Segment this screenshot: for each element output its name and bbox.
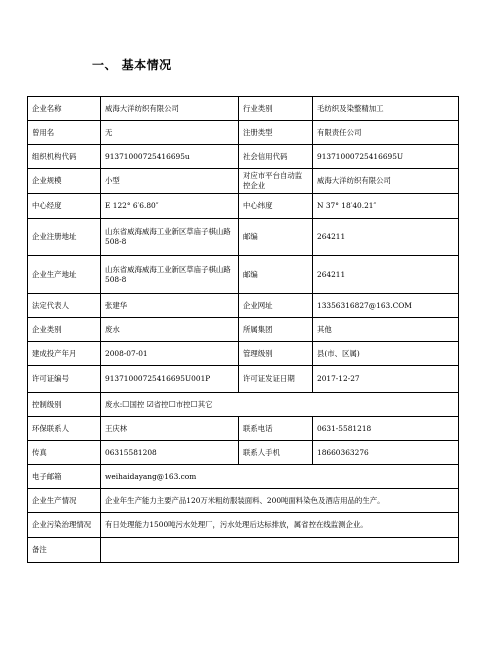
table-row xyxy=(28,169,459,194)
field-value: 06315581208 xyxy=(101,441,239,465)
field-value: 264211 xyxy=(313,256,459,294)
table-row xyxy=(28,342,459,366)
checkbox-icon: ☐ xyxy=(168,399,176,409)
field-label: 所属集团 xyxy=(239,318,313,342)
table-row xyxy=(28,219,459,256)
field-value: 威海大洋纺织有限公司 xyxy=(101,97,239,121)
remark-value xyxy=(101,538,459,563)
table-row xyxy=(28,97,459,121)
checkbox-label: 其它 xyxy=(197,399,213,409)
table-row xyxy=(28,256,459,294)
table-row xyxy=(28,318,459,342)
field-value: 264211 xyxy=(313,219,459,256)
field-label: 管理级别 xyxy=(239,342,313,366)
checkbox-label: 国控 xyxy=(129,399,145,409)
table-row xyxy=(28,513,459,538)
table-row xyxy=(28,465,459,489)
field-label: 对应市平台自动监控企业 xyxy=(239,169,313,194)
field-label: 联系人手机 xyxy=(239,441,313,465)
field-value: N 37° 18′40.21″ xyxy=(313,194,459,219)
basic-info-table xyxy=(27,96,459,563)
field-label: 企业规模 xyxy=(28,169,101,194)
field-value: 威海大洋纺织有限公司 xyxy=(313,169,459,194)
field-value: 县(市、区属) xyxy=(313,342,459,366)
pollution-value: 有日处理能力1500吨污水处理厂，污水处理后达标排放，属省控在线监测企业。 xyxy=(101,513,459,538)
control-level-value xyxy=(101,393,459,417)
field-label: 曾用名 xyxy=(28,121,101,145)
control-prefix: 废水: xyxy=(105,399,123,409)
checkbox-icon: ☐ xyxy=(190,399,198,409)
field-label: 邮编 xyxy=(239,219,313,256)
field-label: 企业生产情况 xyxy=(28,489,101,513)
field-value: 小型 xyxy=(101,169,239,194)
field-value: 2017-12-27 xyxy=(313,366,459,393)
table-row xyxy=(28,417,459,441)
field-label: 环保联系人 xyxy=(28,417,101,441)
field-value: 张建华 xyxy=(101,294,239,318)
checkbox-checked-icon: ☑ xyxy=(146,399,154,409)
field-label: 中心经度 xyxy=(28,194,101,219)
field-value: 山东省威海威海工业新区草庙子棋山路508-8 xyxy=(101,256,239,294)
field-value: 91371000725416695u xyxy=(101,145,239,169)
field-label: 企业注册地址 xyxy=(28,219,101,256)
table-row xyxy=(28,538,459,563)
field-label: 行业类别 xyxy=(239,97,313,121)
field-value: 毛纺织及染整精加工 xyxy=(313,97,459,121)
field-label: 中心纬度 xyxy=(239,194,313,219)
field-label: 许可证发证日期 xyxy=(239,366,313,393)
field-value: 0631-5581218 xyxy=(313,417,459,441)
field-value: 王庆林 xyxy=(101,417,239,441)
field-label: 注册类型 xyxy=(239,121,313,145)
checkbox-label: 省控 xyxy=(153,399,169,409)
checkbox-icon: ☐ xyxy=(122,399,130,409)
field-label: 企业污染治理情况 xyxy=(28,513,101,538)
field-label: 建成投产年月 xyxy=(28,342,101,366)
field-label: 备注 xyxy=(28,538,101,563)
table-row xyxy=(28,489,459,513)
field-label: 企业网址 xyxy=(239,294,313,318)
checkbox-label: 市控 xyxy=(175,399,191,409)
table-row xyxy=(28,145,459,169)
field-label: 法定代表人 xyxy=(28,294,101,318)
table-row xyxy=(28,441,459,465)
field-value: 山东省威海威海工业新区草庙子棋山路508-8 xyxy=(101,219,239,256)
field-label: 企业名称 xyxy=(28,97,101,121)
field-value: E 122° 6′6.80″ xyxy=(101,194,239,219)
field-value: 其他 xyxy=(313,318,459,342)
field-value: 18660363276 xyxy=(313,441,459,465)
field-label: 电子邮箱 xyxy=(28,465,101,489)
field-label: 社会信用代码 xyxy=(239,145,313,169)
field-value: 91371000725416695U001P xyxy=(101,366,239,393)
field-value: 有限责任公司 xyxy=(313,121,459,145)
control-level-row xyxy=(28,393,459,417)
email-value: weihaidayang@163.com xyxy=(101,465,459,489)
field-value: 13356316827@163.COM xyxy=(313,294,459,318)
field-value: 废水 xyxy=(101,318,239,342)
field-label: 企业类别 xyxy=(28,318,101,342)
field-label: 联系电话 xyxy=(239,417,313,441)
field-label: 传真 xyxy=(28,441,101,465)
field-label: 邮编 xyxy=(239,256,313,294)
field-label: 企业生产地址 xyxy=(28,256,101,294)
field-label: 控制级别 xyxy=(28,393,101,417)
table-row xyxy=(28,194,459,219)
field-value: 无 xyxy=(101,121,239,145)
section-heading: 一、 基本情况 xyxy=(92,58,172,72)
production-value: 企业年生产能力主要产品120万米粗纺服装面料、200吨面料染色及酒店用品的生产。 xyxy=(101,489,459,513)
table-row xyxy=(28,366,459,393)
table-row xyxy=(28,121,459,145)
field-label: 组织机构代码 xyxy=(28,145,101,169)
table-row xyxy=(28,294,459,318)
field-label: 许可证编号 xyxy=(28,366,101,393)
field-value: 91371000725416695U xyxy=(313,145,459,169)
field-value: 2008-07-01 xyxy=(101,342,239,366)
